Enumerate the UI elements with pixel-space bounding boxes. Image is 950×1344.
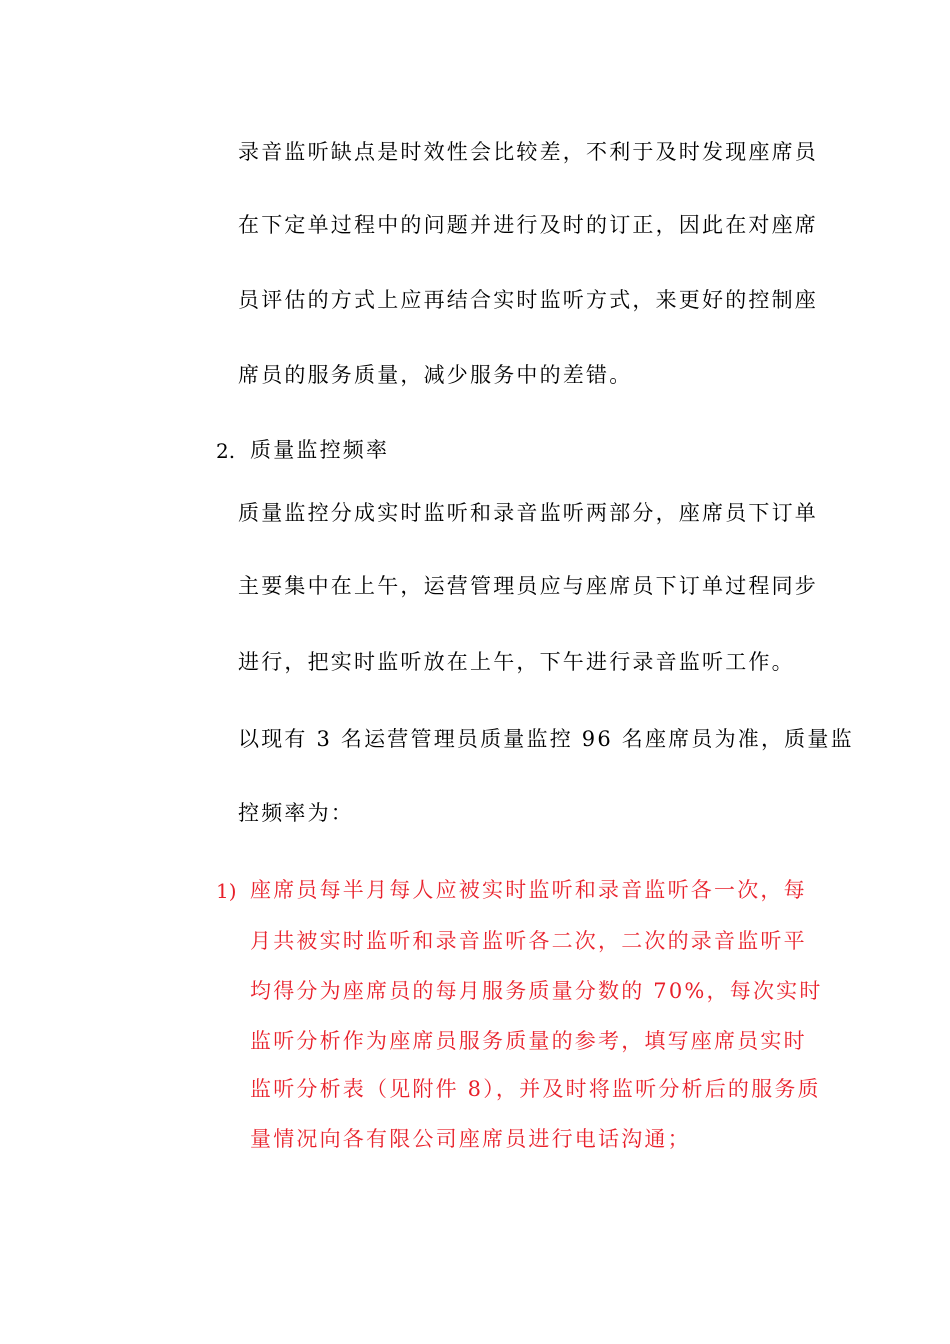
paragraph-line: 质量监控分成实时监听和录音监听两部分，座席员下订单 — [238, 501, 818, 525]
paragraph-line: 控频率为： — [238, 801, 354, 825]
list-item-line: 监听分析作为座席员服务质量的参考，填写座席员实时 — [250, 1029, 807, 1053]
paragraph-line: 以现有 3 名运营管理员质量监控 96 名座席员为准，质量监 — [238, 727, 854, 751]
heading-number: 2. — [216, 439, 236, 463]
paragraph-line: 在下定单过程中的问题并进行及时的订正，因此在对座席 — [238, 213, 818, 237]
list-item-line: 月共被实时监听和录音监听各二次，二次的录音监听平 — [250, 929, 807, 953]
list-marker: 1) — [216, 879, 237, 903]
paragraph-line: 进行，把实时监听放在上午，下午进行录音监听工作。 — [238, 650, 795, 674]
paragraph-line: 录音监听缺点是时效性会比较差，不利于及时发现座席员 — [238, 140, 818, 164]
paragraph-line: 主要集中在上午，运营管理员应与座席员下订单过程同步 — [238, 574, 818, 598]
heading-title: 质量监控频率 — [250, 438, 390, 462]
list-item-line: 座席员每半月每人应被实时监听和录音监听各一次，每 — [250, 878, 807, 902]
list-item-line: 监听分析表（见附件 8），并及时将监听分析后的服务质 — [250, 1077, 821, 1101]
list-item-line: 量情况向各有限公司座席员进行电话沟通； — [250, 1127, 691, 1151]
list-item-line: 均得分为座席员的每月服务质量分数的 70%，每次实时 — [250, 979, 823, 1003]
paragraph-line: 席员的服务质量，减少服务中的差错。 — [238, 363, 633, 387]
paragraph-line: 员评估的方式上应再结合实时监听方式，来更好的控制座 — [238, 288, 818, 312]
